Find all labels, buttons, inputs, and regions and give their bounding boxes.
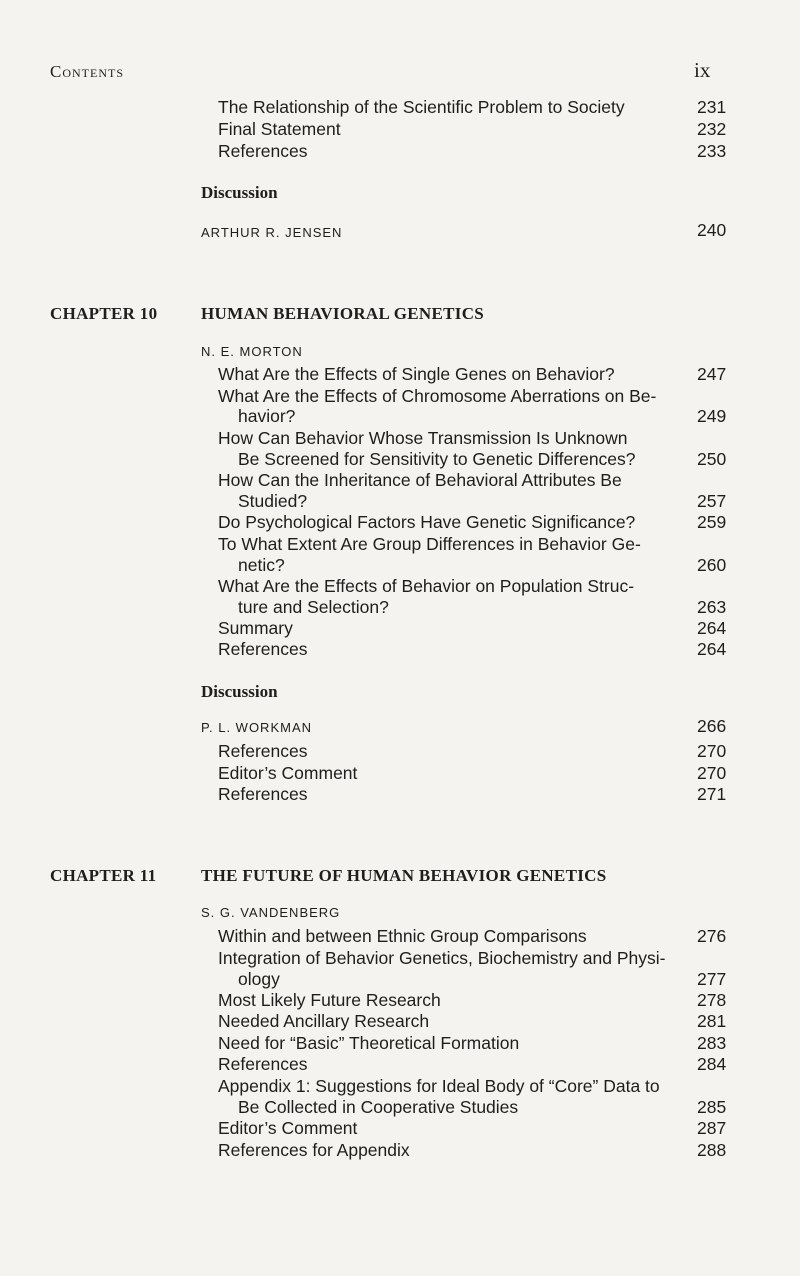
discussion-page: 266 [697, 716, 727, 736]
page-number: ix [694, 58, 711, 82]
discussion-page: 240 [697, 220, 727, 240]
running-header: Contents [50, 62, 125, 81]
chapter-10-author: N. E. MORTON [201, 344, 303, 359]
discussion-author: P. L. WORKMAN [201, 720, 313, 735]
discussion-author: ARTHUR R. JENSEN [201, 225, 343, 240]
chapter-11-title: THE FUTURE OF HUMAN BEHAVIOR GENETICS [201, 866, 607, 885]
toc-page: Contents ix The Relationship of the Scientific Problem to Society 231 Final Statement 232 References 233 Discussion ARTHUR R. JENSEN 240 CHAPTER 10 HUMAN BEHAVIORAL GENETICS N. E. MORTON What Are the Effects of Single Genes on Behavior? 247 What Are the Effects of Chromosome Aberrations on Be- havior? 249 How Can Behavior Whose Transmission Is Unknown Be Screened for Sensitivity to Genetic Differences? 250 How Can the Inheritance of Behavioral Attributes Be Studied? 257 Do Psychological Factors Have Genetic Significance? 259 To What Extent Are Group Differences in Behavior Ge- netic? 260 What Are the Effects of Behavior on Population Struc- ture and Selection? 263 Summary 264 References 264 Discussion P. L. WORKMAN 266 References 270 Editor’s Comment 270 References 271 CHAPTER 11 THE FUTURE OF HUMAN BEHAVIOR GENETICS S. G. VANDENBERG Within and between Ethnic Group Comparisons 276 Integration of Behavior Genetics, Biochemistry and Physi- ology 277 Most Likely Future Research 278 Needed Ancillary Research 281 Need for “Basic” Theoretical Formation 283 References 284 Appendix 1: Suggestions for Ideal Body of “Core” Data to Be Collected in Cooperative Studies 285 Editor’s Comment 287 References for Appendix 288 [50, 58, 727, 1160]
chapter-11-label: CHAPTER 11 [50, 866, 157, 885]
chapter-10-label: CHAPTER 10 [50, 304, 158, 323]
chapter-10-title: HUMAN BEHAVIORAL GENETICS [201, 304, 485, 323]
chapter-11-author: S. G. VANDENBERG [201, 905, 341, 920]
discussion-heading: Discussion [201, 682, 278, 701]
discussion-heading: Discussion [201, 183, 278, 202]
